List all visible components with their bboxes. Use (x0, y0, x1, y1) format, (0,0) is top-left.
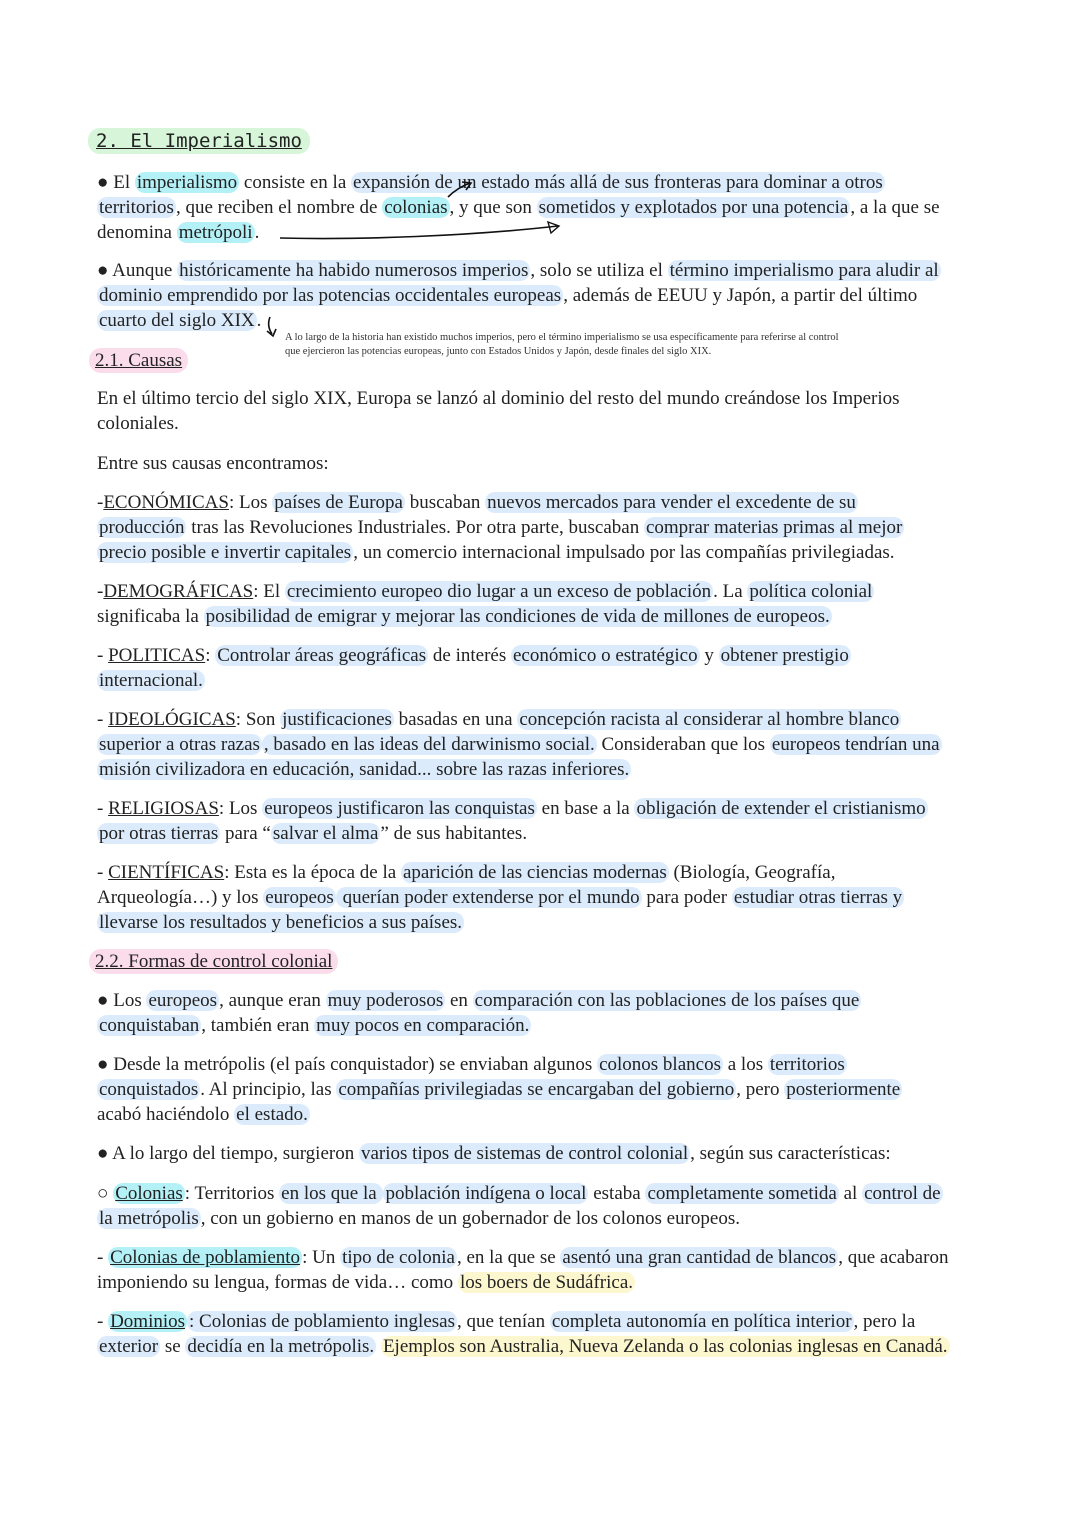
text-rel-b3: salvar el alma (272, 823, 379, 844)
note-line-1: A lo largo de la historia han existido muchos imperios, pero el término imperialismo se usa específicamente para referirse al control (285, 332, 839, 343)
text-p1-c2: metrópoli (178, 222, 253, 243)
cause-demograficas (97, 579, 997, 629)
text-h22: 2.2. Formas de control colonial (89, 949, 338, 974)
text-p3-a: En el último tercio del siglo XIX, Europa se lanzó al dominio del resto del mundo creándose los Imperios (97, 388, 900, 409)
text-p1-b2: , que reciben el nombre de (175, 197, 383, 218)
text-ide-a2: : Son (235, 709, 281, 730)
text-cpo-a4: , en la que se (456, 1247, 561, 1268)
text-rel-a1: RELIGIOSAS (108, 798, 219, 819)
text-p2-a3: , solo se utiliza el (530, 260, 668, 281)
text-pol-a4: de interés (428, 645, 511, 666)
cause-ideologicas (97, 707, 997, 782)
text-line (97, 732, 997, 757)
text-line (97, 885, 997, 910)
paragraph-intro-causas (97, 386, 997, 436)
text-f2-a3: a los (722, 1054, 768, 1075)
text-cpo-a0: - (97, 1247, 109, 1268)
text-eco-a3: países de Europa (274, 492, 403, 513)
text-f1-b2: , también eran (201, 1015, 315, 1036)
text-rel-a0: - (97, 798, 109, 819)
text-f3-a2: varios tipos de sistemas de control colonial (360, 1143, 689, 1164)
text-p3-b: coloniales. (97, 413, 179, 434)
text-rel-b2: para “ (220, 823, 271, 844)
text-col-a0: ○ (97, 1183, 114, 1204)
text-eco-b2: tras las Revoluciones Industriales. Por otra parte, buscaban (186, 517, 644, 538)
text-p1-b4: , y que son (449, 197, 537, 218)
control-tipos (97, 1141, 997, 1166)
text-line (97, 1181, 997, 1206)
text-f2-a2: colonos blancos (599, 1054, 721, 1075)
text-line (97, 515, 997, 540)
text-f1-b3: muy pocos en comparación. (316, 1015, 530, 1036)
text-p1-b1: territorios (99, 197, 174, 218)
text-f2-c2: el estado. (236, 1104, 308, 1125)
text-col-a1: Colonias (115, 1183, 183, 1204)
paragraph-entre-causas (97, 451, 997, 476)
text-p1-b5: sometidos y explotados por una potencia (538, 197, 849, 218)
text-f2-c1: acabó haciéndolo (97, 1104, 235, 1125)
text-p2-a2: históricamente ha habido numerosos imperios (179, 260, 529, 281)
text-col-a4: población indígena o local (385, 1183, 587, 1204)
text-h21: 2.1. Causas (89, 348, 188, 373)
text-dom-a4: completa autonomía en política interior (551, 1311, 852, 1332)
text-ide-a3: justificaciones (282, 709, 392, 730)
text-p2-a4: término imperialismo para aludir al (669, 260, 939, 281)
text-col-b1: la metrópolis (99, 1208, 199, 1229)
text-dem-a1: DEMOGRÁFICAS (103, 581, 254, 602)
text-f1-a6: comparación con las poblaciones de los países que (474, 990, 860, 1011)
text-ide-b3: Consideraban que los (596, 734, 770, 755)
text-cpo-a6: , que acabaron (838, 1247, 949, 1268)
text-col-a3: en los que la (281, 1183, 382, 1204)
text-line (97, 1309, 997, 1334)
text-cie-b4: para poder (641, 887, 732, 908)
cause-religiosas (97, 796, 997, 846)
control-metropolis (97, 1052, 997, 1127)
text-p1-a1: ● El (97, 172, 135, 193)
text-p1-a4: expansión de un estado más allá de sus fronteras para dominar a otros (353, 172, 883, 193)
text-line (97, 1077, 997, 1102)
text-line (97, 258, 997, 283)
text-f2-a1: ● Desde la metrópolis (el país conquistador) se enviaban algunos (97, 1054, 598, 1075)
text-p1-b3: colonias (384, 197, 448, 218)
text-line (97, 195, 997, 220)
text-f1-a2: europeos (148, 990, 218, 1011)
text-line (97, 170, 997, 195)
section-heading-imperialismo (88, 129, 310, 154)
text-line (97, 1334, 997, 1359)
text-dem-a2: : El (253, 581, 285, 602)
text-eco-a0: - (97, 492, 104, 513)
text-f1-b1: conquistaban (99, 1015, 200, 1036)
text-dom-b5: Ejemplos son Australia, Nueva Zelanda o las colonias inglesas en Canadá. (382, 1336, 948, 1357)
text-cie-a4: (Biología, Geografía, (668, 862, 836, 883)
text-line (97, 668, 997, 693)
text-ide-b2: , basado en las ideas del darwinismo social. (263, 734, 595, 755)
text-dom-a2: : Colonias de poblamiento inglesas (189, 1311, 455, 1332)
text-dem-b1: significaba la (97, 606, 204, 627)
text-p1-a2: imperialismo (136, 172, 238, 193)
text-cie-b2: europeos (265, 887, 334, 908)
text-f3-a3: , según sus características: (690, 1143, 891, 1164)
heading-text: 2. El Imperialismo (88, 128, 310, 154)
text-col-a8: control de (864, 1183, 941, 1204)
text-dom-a0: - (97, 1311, 109, 1332)
text-cie-a2: : Esta es la época de la (224, 862, 401, 883)
text-dem-b2: posibilidad de emigrar y mejorar las condiciones de vida de millones de europeos. (205, 606, 830, 627)
text-dem-a3: crecimiento europeo dio lugar a un exceso de población (286, 581, 712, 602)
text-eco-b1: producción (99, 517, 185, 538)
paragraph-definition (97, 170, 997, 245)
text-p2-c2: . (256, 310, 262, 331)
paragraph-historic (97, 258, 997, 333)
text-cpo-b2: los boers de Sudáfrica. (459, 1272, 633, 1293)
text-line (97, 308, 997, 333)
text-line (97, 1013, 997, 1038)
text-cpo-a2: : Un (302, 1247, 341, 1268)
text-cpo-a3: tipo de colonia (342, 1247, 455, 1268)
text-dom-b1: exterior (99, 1336, 159, 1357)
text-dom-b3: decidía en la metrópolis. (187, 1336, 375, 1357)
control-europeos (97, 988, 997, 1038)
text-f3-a1: ● A lo largo del tiempo, surgieron (97, 1143, 359, 1164)
text-cie-a0: - (97, 862, 109, 883)
text-pol-a2: : (205, 645, 216, 666)
text-col-a7: al (838, 1183, 863, 1204)
text-line (97, 604, 997, 629)
text-eco-c1: precio posible e invertir capitales (99, 542, 352, 563)
text-ide-a1: IDEOLÓGICAS (108, 709, 236, 730)
note-line-2: que ejercieron las potencias europeas, junto con Estados Unidos y Japón, desde finales del siglo XIX. (285, 346, 712, 357)
text-cie-c1: llevarse los resultados y beneficios a sus países. (99, 912, 463, 933)
text-eco-a5: nuevos mercados para vender el excedente de su (487, 492, 856, 513)
text-pol-a0: - (97, 645, 109, 666)
text-line (97, 540, 997, 565)
text-line (97, 1141, 997, 1166)
text-p2-b1: dominio emprendido por las potencias occidentales europeas (99, 285, 562, 306)
text-f2-b2: . Al principio, las (200, 1079, 337, 1100)
text-cie-a1: CIENTÍFICAS (108, 862, 225, 883)
text-f1-a1: ● Los (97, 990, 147, 1011)
handwritten-note (285, 331, 839, 359)
text-p1-a3: consiste en la (239, 172, 351, 193)
text-line (97, 1270, 997, 1295)
text-p1-c3: . (254, 222, 260, 243)
text-dom-a5: , pero la (853, 1311, 916, 1332)
text-pol-a5: económico o estratégico (512, 645, 698, 666)
text-line (97, 988, 997, 1013)
text-cpo-b1: imponiendo su lengua, formas de vida… como (97, 1272, 458, 1293)
text-eco-a4: buscaban (404, 492, 486, 513)
text-eco-a2: : Los (228, 492, 273, 513)
text-line (97, 643, 997, 668)
text-line (97, 1245, 997, 1270)
subheading-formas-control (89, 949, 338, 974)
text-ide-c1: misión civilizadora en educación, sanidad... sobre las razas inferiores. (99, 759, 630, 780)
cause-politicas (97, 643, 997, 693)
text-p4: Entre sus causas encontramos: (97, 453, 329, 474)
text-rel-a4: en base a la (536, 798, 635, 819)
text-p1-c1: denomina (97, 222, 177, 243)
text-line (97, 579, 997, 604)
text-pol-b1: internacional. (99, 670, 203, 691)
text-cpo-a1: Colonias de poblamiento (110, 1247, 301, 1268)
text-f2-b3: compañías privilegiadas se encargaban del gobierno (338, 1079, 735, 1100)
text-dom-a3: , que tenían (457, 1311, 550, 1332)
text-ide-b1: superior a otras razas (99, 734, 260, 755)
text-f2-b4: , pero (736, 1079, 785, 1100)
text-line (97, 860, 997, 885)
text-f2-b1: conquistados (99, 1079, 199, 1100)
text-cpo-a5: asentó una gran cantidad de blancos (562, 1247, 837, 1268)
text-p1-b6: , a la que se (850, 197, 940, 218)
text-line (97, 821, 997, 846)
text-col-a6: completamente sometida (647, 1183, 837, 1204)
text-dom-b2: se (160, 1336, 186, 1357)
type-dominios (97, 1309, 997, 1359)
text-dem-a4: . La (713, 581, 748, 602)
text-pol-a3: Controlar áreas geográficas (217, 645, 427, 666)
text-f2-a4: territorios (769, 1054, 845, 1075)
type-colonias (97, 1181, 997, 1231)
text-line (97, 707, 997, 732)
text-p2-a1: ● Aunque (97, 260, 178, 281)
text-f2-b5: posteriormente (786, 1079, 901, 1100)
text-rel-b1: por otras tierras (99, 823, 219, 844)
text-pol-a7: obtener prestigio (720, 645, 849, 666)
text-line (97, 1052, 997, 1077)
text-f1-a3: , aunque eran (219, 990, 326, 1011)
text-eco-c2: , un comercio internacional impulsado por las compañías privilegiadas. (353, 542, 895, 563)
text-cie-b5: estudiar otras tierras y (733, 887, 903, 908)
text-line (97, 490, 997, 515)
text-ide-a0: - (97, 709, 109, 730)
text-line (97, 910, 997, 935)
text-ide-b4: europeos tendrían una (771, 734, 940, 755)
text-p2-c1: cuarto del siglo XIX (99, 310, 255, 331)
text-dem-a0: - (97, 581, 104, 602)
text-col-a2: : Territorios (184, 1183, 280, 1204)
text-cie-b3: querían poder extenderse por el mundo (337, 887, 640, 908)
text-dom-a1: Dominios (110, 1311, 186, 1332)
text-f1-a5: en (445, 990, 473, 1011)
text-rel-a2: : Los (218, 798, 263, 819)
text-ide-a4: basadas en una (393, 709, 518, 730)
text-cie-b1: Arqueología…) y los (97, 887, 264, 908)
subheading-causas (89, 348, 188, 373)
type-colonias-poblamiento (97, 1245, 997, 1295)
text-col-a5: estaba (588, 1183, 646, 1204)
text-eco-b3: comprar materias primas al mejor (645, 517, 903, 538)
text-line (97, 757, 997, 782)
text-col-b2: , con un gobierno en manos de un gobernador de los colonos europeos. (200, 1208, 740, 1229)
text-rel-a3: europeos justificaron las conquistas (264, 798, 535, 819)
text-line (97, 796, 997, 821)
text-f1-a4: muy poderosos (327, 990, 444, 1011)
text-rel-b4: ” de sus habitantes. (380, 823, 528, 844)
cause-economicas (97, 490, 997, 565)
text-pol-a1: POLITICAS (108, 645, 206, 666)
text-p2-b2: , además de EEUU y Japón, a partir del último (563, 285, 918, 306)
text-dem-a5: política colonial (749, 581, 873, 602)
text-rel-a5: obligación de extender el cristianismo (636, 798, 926, 819)
text-cie-a3: aparición de las ciencias modernas (402, 862, 667, 883)
text-line (97, 1102, 997, 1127)
text-pol-a6: y (699, 645, 719, 666)
cause-cientificas (97, 860, 997, 935)
text-line (97, 220, 997, 245)
text-line (97, 283, 997, 308)
text-ide-a5: concepción racista al considerar al hombre blanco (519, 709, 900, 730)
text-line (97, 1206, 997, 1231)
text-eco-a1: ECONÓMICAS (103, 492, 229, 513)
